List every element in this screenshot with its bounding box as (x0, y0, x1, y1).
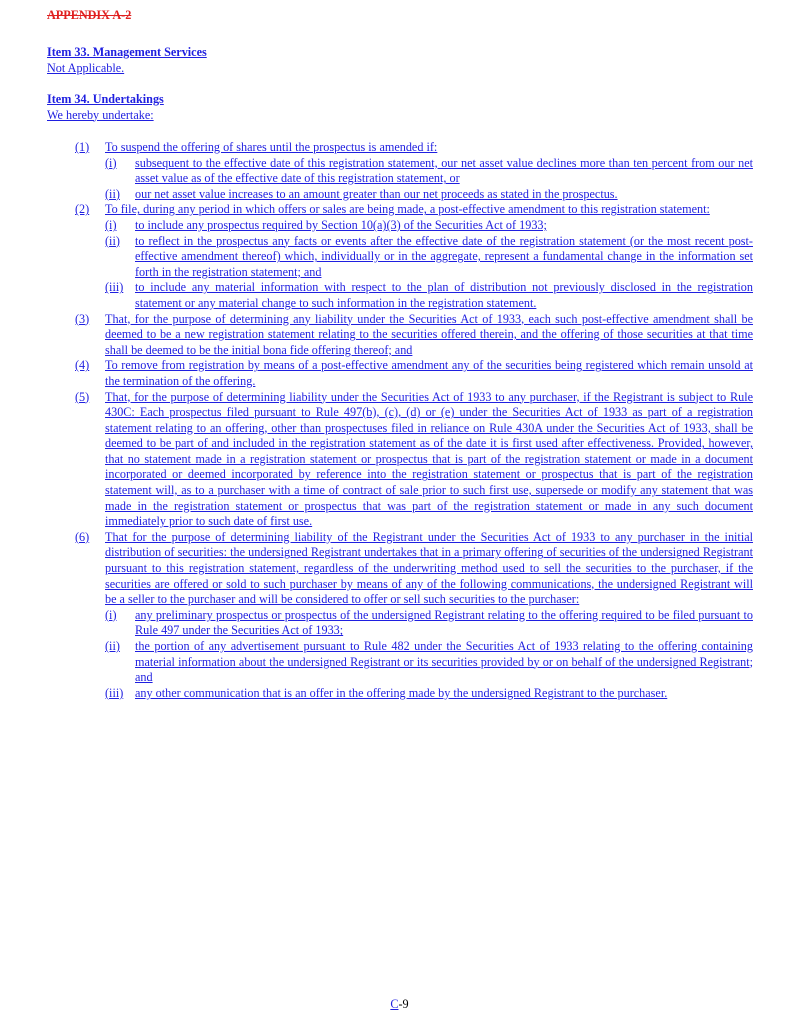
undertaking-item (47, 390, 753, 530)
item-text: To remove from registration by means of a post-effective amendment any of the securities being registered which remain unsold at the termination of the offering. (105, 358, 753, 388)
sub-item (47, 156, 753, 187)
sub-item-number: (ii) (105, 186, 120, 201)
undertaking-item (47, 358, 753, 389)
item-text: To suspend the offering of shares until the prospectus is amended if: (105, 140, 438, 154)
sub-item (47, 280, 753, 311)
sub-item-number: (i) (105, 155, 117, 170)
item-number: (6) (75, 529, 90, 544)
page-prefix: C (390, 997, 399, 1011)
sub-item (47, 608, 753, 639)
sub-item-number: (iii) (105, 280, 124, 295)
item-number: (4) (75, 358, 90, 373)
item33-section (47, 45, 753, 76)
item34-title: Item 34. Undertakings (47, 92, 164, 106)
sub-item-text: subsequent to the effective date of this registration statement, our net asset value declines more than ten percent from our net asset value as of the effective date of this registration statement, or (135, 155, 753, 186)
sub-item (47, 639, 753, 686)
item-number: (5) (75, 389, 90, 404)
item33-title: Item 33. Management Services (47, 45, 207, 59)
sub-item (47, 234, 753, 281)
undertaking-item (47, 530, 753, 608)
sub-item-text: to include any prospectus required by Section 10(a)(3) of the Securities Act of 1933; (135, 217, 547, 232)
sub-item-number: (i) (105, 607, 117, 622)
sub-item (47, 686, 753, 702)
sub-item-text: any other communication that is an offer in the offering made by the undersigned Registrant to the purchaser. (135, 685, 668, 700)
item34-intro: We hereby undertake: (47, 107, 154, 122)
item33-body: Not Applicable. (47, 60, 125, 75)
item-number: (3) (75, 311, 90, 326)
item-text: That, for the purpose of determining liability under the Securities Act of 1933 to any purchaser, if the Registrant is subject to Rule 430C: Each prospectus filed pursuant to Rule 497(b), (c), (d) or (e) under the Securities Act of 1933 as part of a registration statement relating to an offering, other than prospectuses filed in reliance on Rule 430A under the Securities Act of 1933, shall be deemed to be part of and included in the registration statement as of the date it is first used after effectiveness. Provided, however, that no statement made in a registration statement or prospectus that is part of the registration statement or made in a document incorporated or deemed incorporated by reference into the registration statement or prospectus that is part of the registration statement will, as to a purchaser with a time of contract of sale prior to such first use, supersede or modify any statement that was made in the registration statement or prospectus that was part of the registration statement or made in any such document immediately prior to such date of first use. (105, 389, 753, 529)
item-text: That, for the purpose of determining any liability under the Securities Act of 1933, each such post-effective amendment shall be deemed to be a new registration statement relating to the securities offered therein, and the offering of those securities at that time shall be deemed to be the initial bona fide offering thereof; and (105, 311, 753, 357)
item-number: (2) (75, 202, 90, 217)
appendix-label: APPENDIX A-2 (47, 8, 132, 22)
undertaking-item (47, 312, 753, 359)
sub-item (47, 187, 753, 203)
item-number: (1) (75, 140, 90, 154)
sub-item-number: (ii) (105, 233, 120, 248)
sub-item (47, 218, 753, 234)
undertaking-item (47, 140, 753, 156)
item-text: To file, during any period in which offers or sales are being made, a post-effective amendment to this registration statement: (105, 202, 710, 217)
item-text: That for the purpose of determining liability of the Registrant under the Securities Act of 1933 to any purchaser in the initial distribution of securities: the undersigned Registrant undertakes that in a primary offering of securities of the undersigned Registrant pursuant to this registration statement, regardless of the underwriting method used to sell the securities to the purchaser, if the securities are offered or sold to such purchaser by means of any of the following communications, the undersigned Registrant will be a seller to the purchaser and will be considered to offer or sell such securities to the purchaser: (105, 529, 753, 607)
page-number (0, 997, 799, 1013)
undertakings-list (47, 140, 753, 701)
item34-section (47, 92, 753, 123)
sub-item-number: (iii) (105, 685, 124, 700)
sub-item-text: any preliminary prospectus or prospectus of the undersigned Registrant relating to the offering required to be filed pursuant to Rule 497 under the Securities Act of 1933; (135, 607, 753, 638)
sub-item-text: the portion of any advertisement pursuant to Rule 482 under the Securities Act of 1933 relating to the offering containing material information about the undersigned Registrant or its securities provided by or on behalf of the undersigned Registrant; and (135, 639, 753, 685)
sub-item-text: to reflect in the prospectus any facts or events after the effective date of the registration statement (or the most recent post-effective amendment thereof) which, individually or in the aggregate, represent a fundamental change in the information set forth in the registration statement; and (135, 233, 753, 279)
page-suffix: -9 (398, 997, 409, 1011)
sub-item-number: (ii) (105, 639, 120, 653)
sub-item-text: our net asset value increases to an amount greater than our net proceeds as stated in the prospectus. (135, 186, 618, 201)
sub-item-number: (i) (105, 217, 117, 232)
sub-item-text: to include any material information with respect to the plan of distribution not previously disclosed in the registration statement or any material change to such information in the registration statement. (135, 280, 753, 310)
undertaking-item (47, 202, 753, 218)
